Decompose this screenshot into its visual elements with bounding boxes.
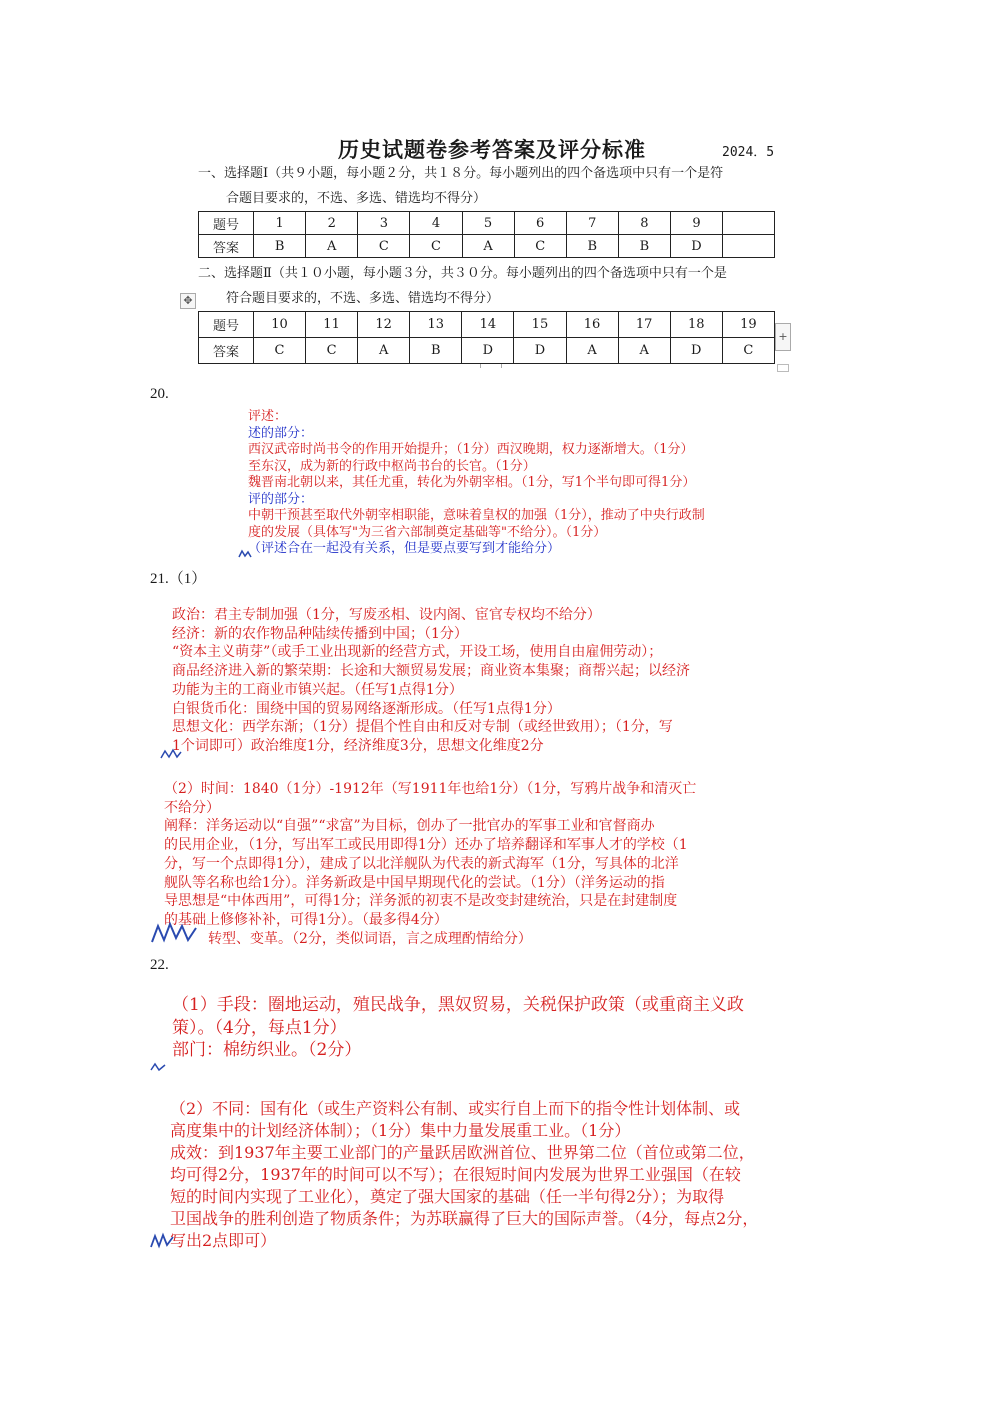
answer-line: 评的部分： <box>248 491 314 507</box>
question-number-22: 22. <box>150 957 169 973</box>
answer-line: 的民用企业，（1分，写出军工或民用即得1分）还办了培养翻译和军事人才的学校（1 <box>164 837 688 854</box>
table-resize-handle[interactable] <box>480 364 502 368</box>
answer-line: （2）不同：国有化（或生产资料公有制、或实行自上而下的指令性计划体制、或 <box>170 1099 741 1118</box>
row-header: 答案 <box>199 338 254 364</box>
answer-line: “资本主义萌芽”（或手工业出现新的经营方式，开设工场，使用自由雇佣劳动）； <box>172 644 663 661</box>
table-row-answers <box>199 338 775 364</box>
table-cell: 2 <box>306 212 358 235</box>
table-cell: 7 <box>566 212 618 235</box>
answer-line: 阐释：洋务运动以“自强”“求富”为目标，创办了一批官办的军事工业和官督商办 <box>164 818 655 835</box>
table-corner-handle[interactable] <box>777 364 789 372</box>
answer-line: 均可得2分，1937年的时间可以不写）；在很短时间内发展为世界工业强国（在较 <box>170 1165 741 1184</box>
answer-line: 短的时间内实现了工业化），奠定了强大国家的基础（任一半句得2分）；为取得 <box>170 1187 725 1206</box>
table-cell <box>723 212 775 235</box>
answer-line: 白银货币化：围绕中国的贸易网络逐渐形成。（任写1点得1分） <box>172 700 561 717</box>
answer-line: 写出2点即可） <box>170 1231 277 1250</box>
answer-line: （评述合在一起没有关系，但是要点要写到才能给分） <box>248 541 561 556</box>
answer-line: 舰队等名称也给1分）。洋务新政是中国早期现代化的尝试。（1分）（洋务运动的指 <box>164 874 665 891</box>
table-cell: 3 <box>358 212 410 235</box>
answer-line: 1个词即可）政治维度1分，经济维度3分，思想文化维度2分 <box>172 737 544 754</box>
table-cell: C <box>410 235 462 258</box>
table-cell: 13 <box>410 312 462 338</box>
table-cell: 12 <box>358 312 410 338</box>
q22-part2-answer <box>170 1098 758 1252</box>
answer-line: 高度集中的计划经济体制）；（1分）集中力量发展重工业。（1分） <box>170 1121 631 1140</box>
table-cell: A <box>358 338 410 364</box>
answer-line: （2）时间：1840（1分）-1912年（写1911年也给1分）（1分，写鸦片战争和清灭亡 <box>164 781 697 797</box>
table-cell: 6 <box>514 212 566 235</box>
table-row-answers <box>199 235 775 258</box>
table-cell: 14 <box>462 312 514 338</box>
add-column-icon[interactable]: + <box>775 323 791 351</box>
section2-heading-cont: 符合题目要求的，不选、多选、错选均不得分） <box>226 291 500 306</box>
table-cell: C <box>306 338 358 364</box>
row-header: 题号 <box>199 312 254 338</box>
answer-line: 分，写一个点即得1分），建成了以北洋舰队为代表的新式海军（1分，写具体的北洋 <box>164 855 679 872</box>
answer-line: 导思想是“中体西用”，可得1分；洋务派的初衷不是改变封建统治，只是在封建制度 <box>164 893 678 910</box>
answer-line: 功能为主的工商业市镇兴起。（任写1点得1分） <box>172 681 463 698</box>
exam-date: 2024．5 <box>722 145 775 160</box>
table-row-numbers <box>199 212 775 235</box>
ink-annotation-icon <box>160 748 182 760</box>
page-title: 历史试题卷参考答案及评分标准 <box>338 137 646 162</box>
table-cell: A <box>306 235 358 258</box>
table-cell: C <box>358 235 410 258</box>
table-cell: B <box>254 235 306 258</box>
table-cell: C <box>253 338 305 364</box>
answer-line: （1）手段：圈地运动，殖民战争，黑奴贸易，关税保护政策（或重商主义政 <box>172 995 744 1015</box>
table-cell: D <box>670 338 722 364</box>
table-cell: 1 <box>254 212 306 235</box>
answer-line: 度的发展（具体写"为三省六部制奠定基础等"不给分）。（1分） <box>248 524 607 540</box>
table-cell: B <box>566 235 618 258</box>
table-cell: 19 <box>722 312 774 338</box>
answer-line: 思想文化：西学东渐；（1分）提倡个性自由和反对专制（或经世致用）；（1分，写 <box>172 719 673 736</box>
table-cell: 11 <box>306 312 358 338</box>
table-cell: A <box>462 235 514 258</box>
table-cell: B <box>618 235 670 258</box>
table-cell: 15 <box>514 312 566 338</box>
row-header: 题号 <box>199 212 254 235</box>
table-move-handle[interactable]: ✥ <box>180 293 196 309</box>
q22-part1-answer <box>172 994 744 1062</box>
answer-line: 经济：新的农作物品种陆续传播到中国；（1分） <box>172 625 468 642</box>
table-cell: A <box>618 338 670 364</box>
table-cell: 10 <box>253 312 305 338</box>
answer-table-1 <box>198 211 775 258</box>
table-cell: 5 <box>462 212 514 235</box>
table-cell: D <box>670 235 722 258</box>
answer-line: 魏晋南北朝以来，其任尤重，转化为外朝宰相。（1分，写1个半句即可得1分） <box>248 475 696 490</box>
row-header: 答案 <box>199 235 254 258</box>
section2-heading: 二、选择题Ⅱ（共１０小题，每小题３分，共３０分。每小题列出的四个备选项中只有一个是 <box>198 266 727 281</box>
table-cell: D <box>514 338 566 364</box>
table-cell: C <box>722 338 774 364</box>
table-cell: 17 <box>618 312 670 338</box>
table-row-numbers <box>199 312 775 338</box>
section1-heading-cont: 合题目要求的，不选、多选、错选均不得分） <box>226 191 487 206</box>
table-cell: 9 <box>670 212 722 235</box>
answer-line: 商品经济进入新的繁荣期：长途和大额贸易发展；商业资本集聚；商帮兴起；以经济 <box>172 663 690 680</box>
answer-table-2 <box>198 311 775 364</box>
answer-line: 策）。（4分，每点1分） <box>172 1017 347 1038</box>
ink-annotation-icon <box>150 1232 174 1250</box>
answer-line: 成效：到1937年主要工业部门的产量跃居欧洲首位、世界第二位（首位或第二位， <box>170 1143 755 1162</box>
table-cell: B <box>410 338 462 364</box>
table-cell: 4 <box>410 212 462 235</box>
question-number-20: 20. <box>150 386 169 402</box>
answer-line: 至东汉，成为新的行政中枢尚书台的长官。（1分） <box>248 458 536 474</box>
table-cell: A <box>566 338 618 364</box>
section1-heading: 一、选择题Ⅰ（共９小题，每小题２分，共１８分。每小题列出的四个备选项中只有一个是符 <box>198 166 724 181</box>
answer-line: 部门：棉纺织业。（2分） <box>172 1040 362 1061</box>
q21-part2-answer <box>164 780 696 948</box>
answer-line: 述的部分： <box>248 425 314 441</box>
q21-part1-answer <box>172 606 690 756</box>
answer-line: 卫国战争的胜利创造了物质条件；为苏联赢得了巨大的国际声誉。（4分，每点2分， <box>170 1209 759 1228</box>
answer-line: 政治：君主专制加强（1分，写废丞相、设内阁、宦官专权均不给分） <box>172 607 601 623</box>
table-cell <box>723 235 775 258</box>
table-cell: 16 <box>566 312 618 338</box>
ink-annotation-icon <box>150 1062 166 1072</box>
answer-line: 转型、变革。（2分，类似词语，言之成理酌情给分） <box>208 930 532 947</box>
answer-line: 西汉武帝时尚书令的作用开始提升；（1分）西汉晚期，权力逐渐增大。（1分） <box>248 442 694 457</box>
table-cell: 8 <box>618 212 670 235</box>
ink-annotation-icon <box>150 920 198 946</box>
answer-line: 评述： <box>248 409 288 424</box>
question-number-21: 21.（1） <box>150 571 207 587</box>
ink-annotation-icon <box>238 549 252 559</box>
answer-line: 中朝干预甚至取代外朝宰相职能，意味着皇权的加强（1分），推动了中央行政制 <box>248 508 705 523</box>
table-cell: C <box>514 235 566 258</box>
table-cell: D <box>462 338 514 364</box>
table-cell: 18 <box>670 312 722 338</box>
q20-answer <box>248 409 705 558</box>
answer-line: 不给分） <box>164 799 220 816</box>
answer-line: 的基础上修修补补，可得1分）。（最多得4分） <box>164 911 448 928</box>
